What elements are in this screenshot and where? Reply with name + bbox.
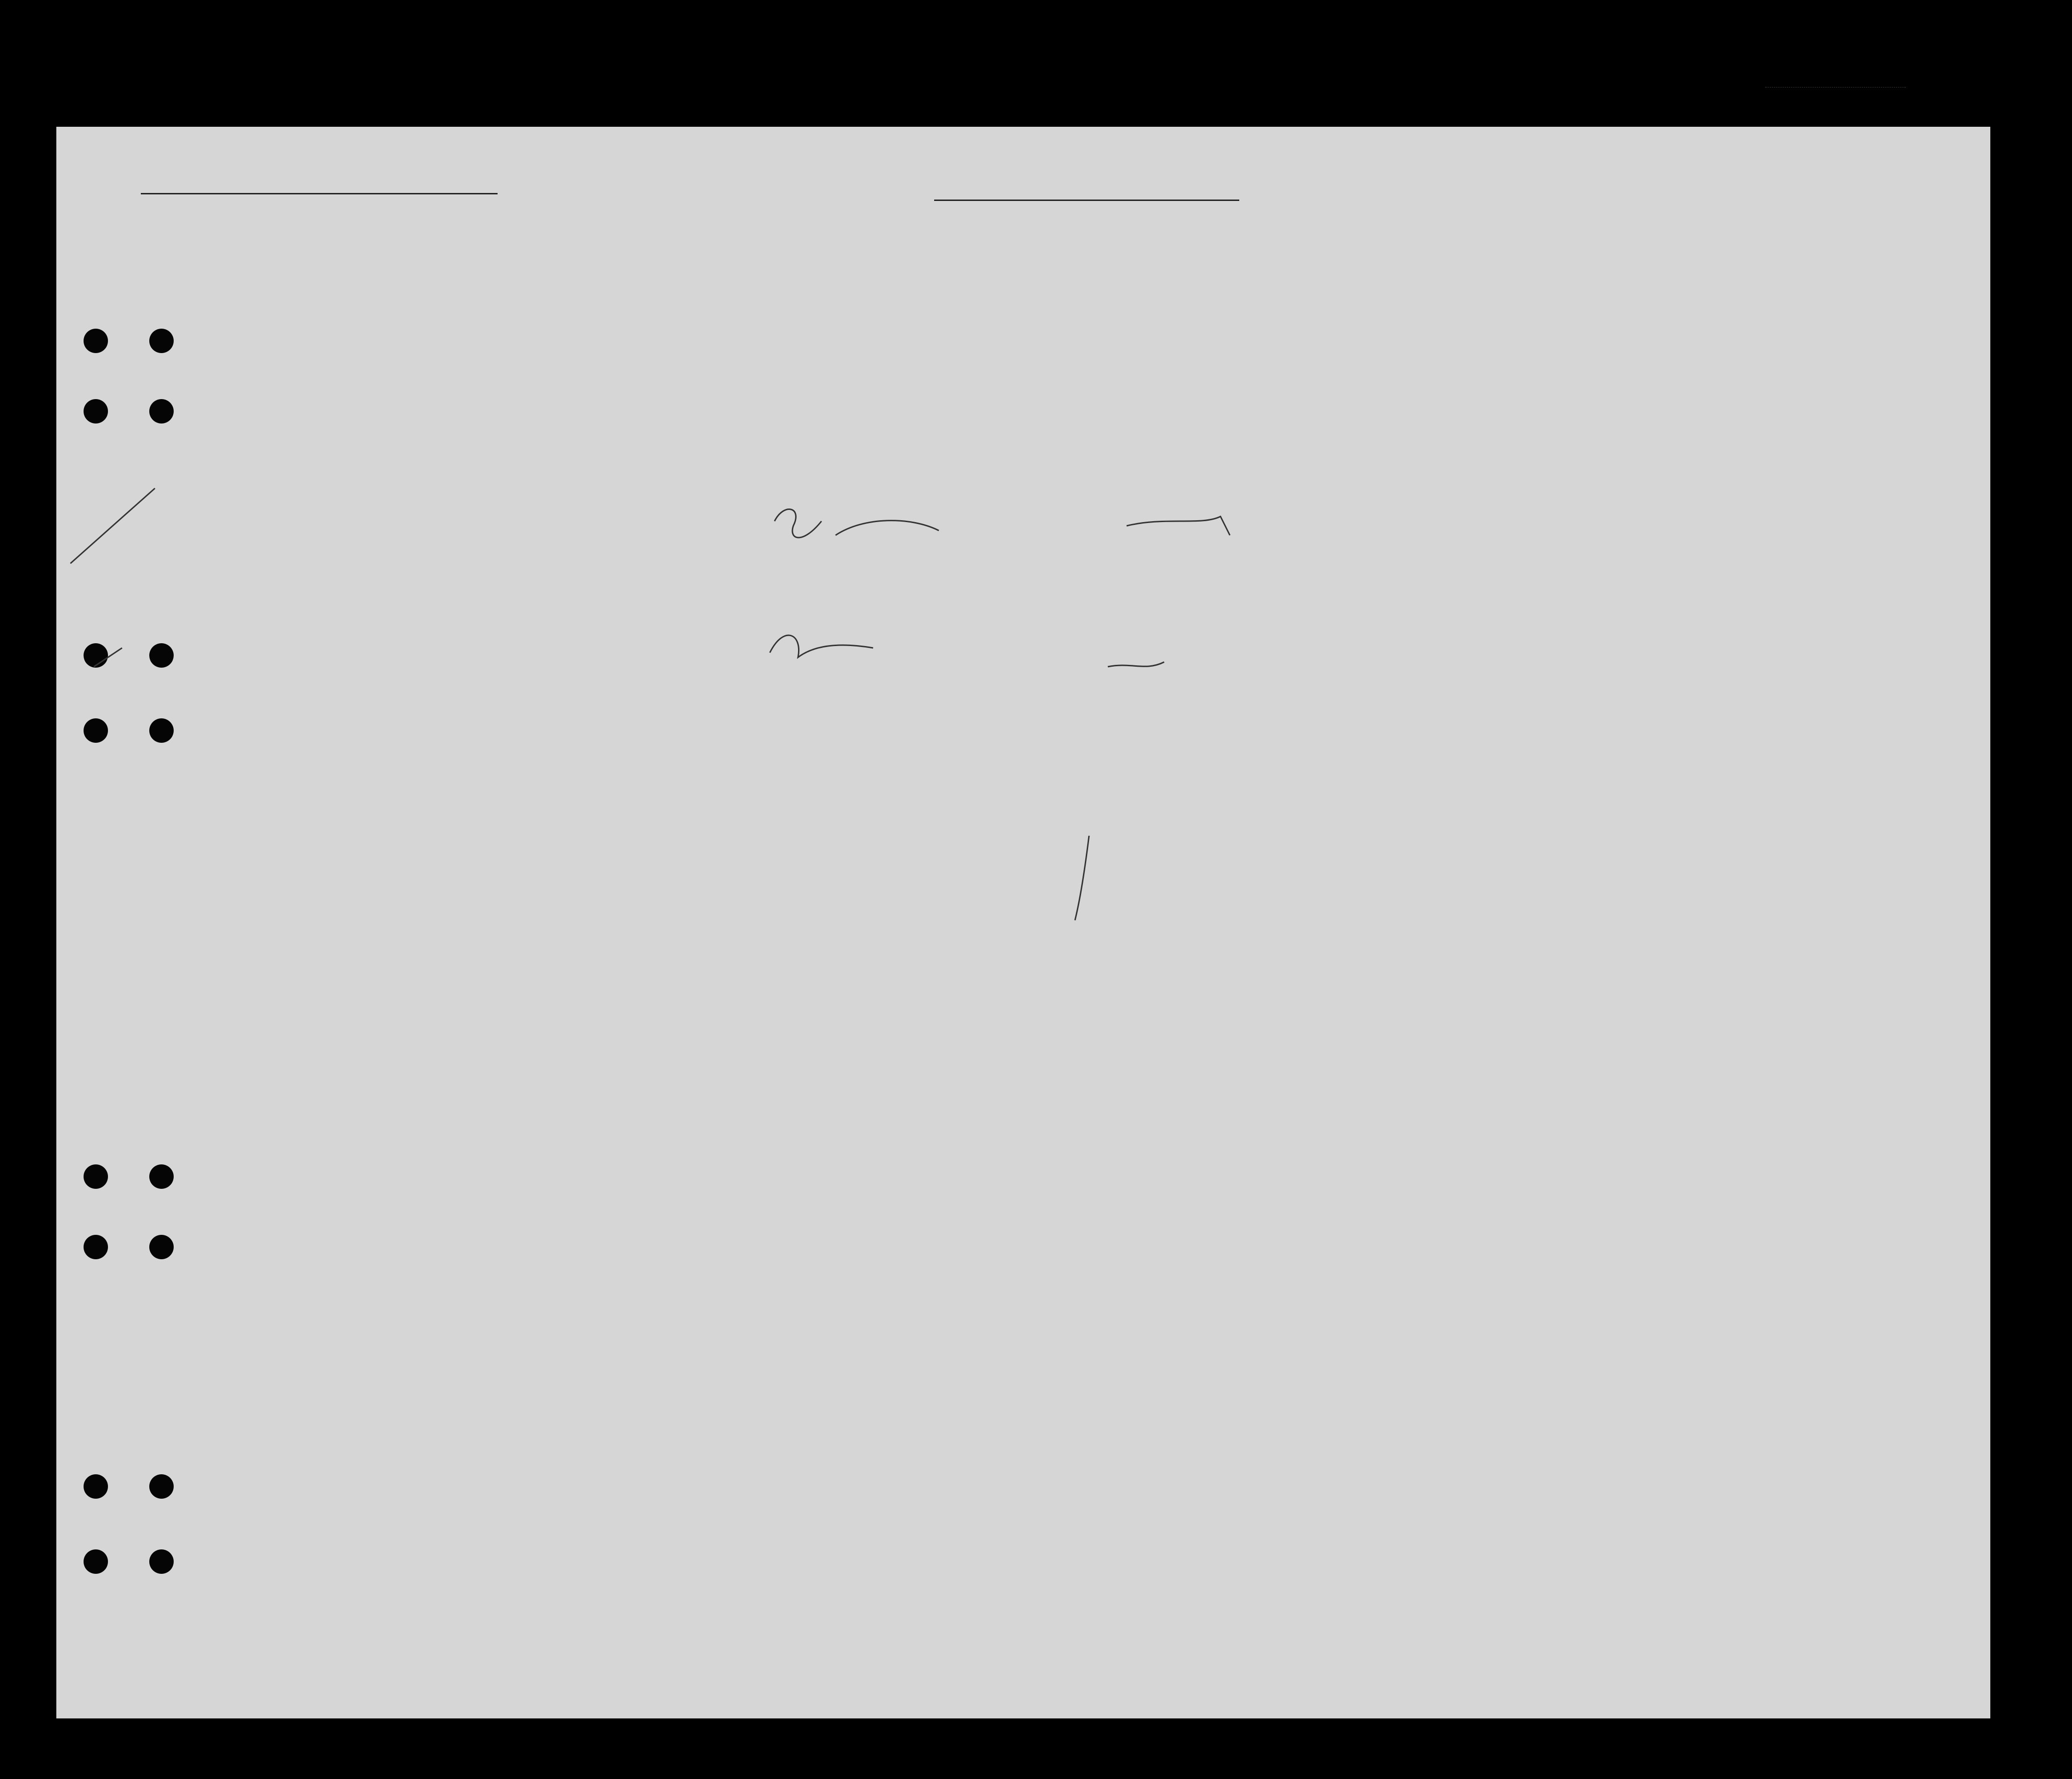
handwritten-mark — [94, 648, 122, 667]
handwritten-mark — [836, 521, 939, 535]
handwritten-mark — [770, 635, 873, 657]
handwritten-mark — [775, 509, 821, 538]
handwritten-mark — [1108, 662, 1164, 667]
handwritten-mark — [1127, 516, 1230, 535]
handwritten-mark — [70, 488, 155, 563]
handwritten-mark — [1075, 836, 1089, 920]
